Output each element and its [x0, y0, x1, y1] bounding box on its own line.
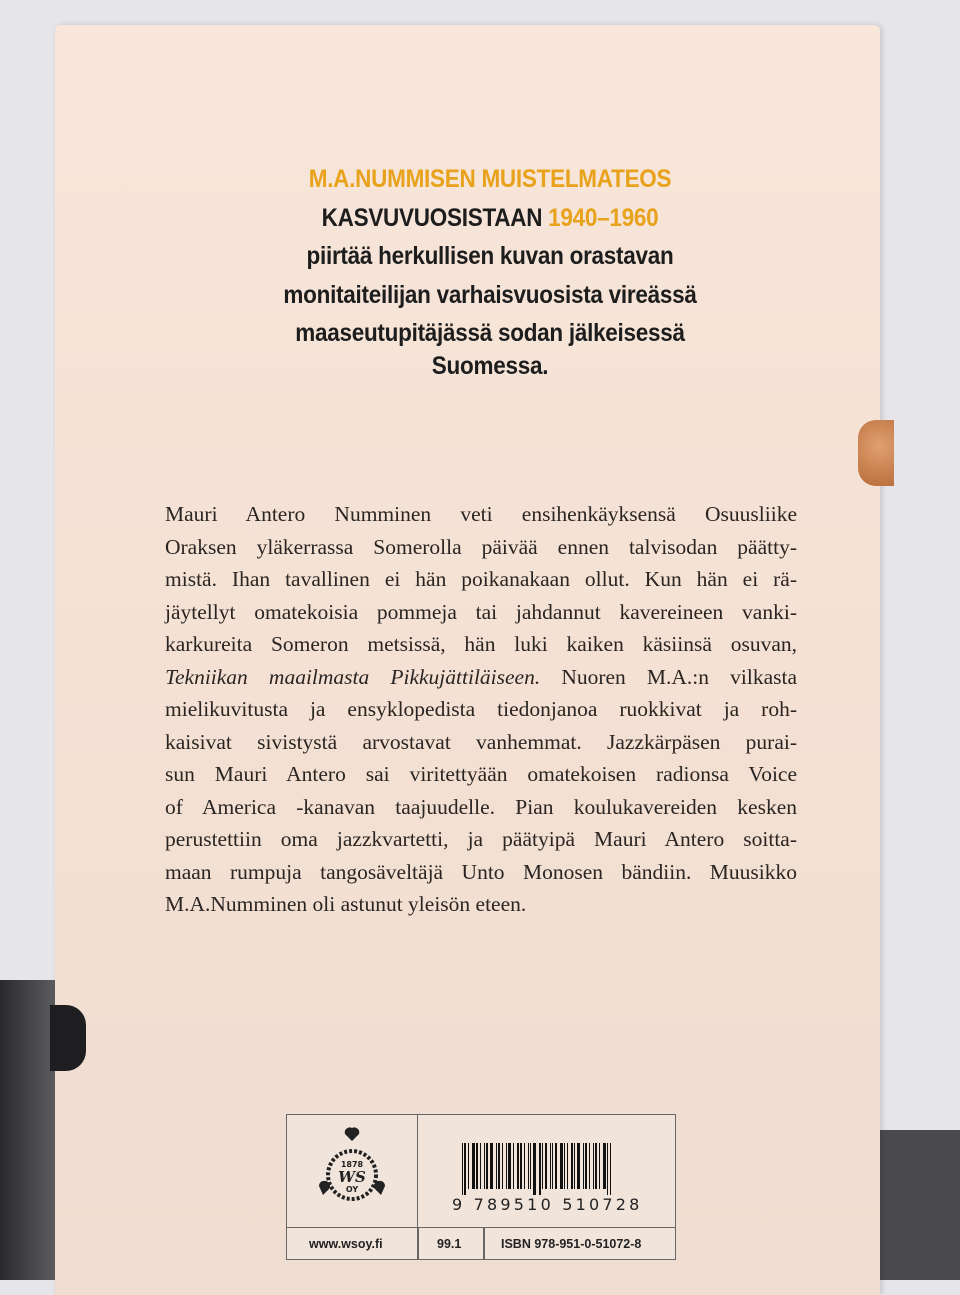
headline-line: maaseutupitäjässä sodan jälkeisessä: [295, 319, 685, 347]
website-link[interactable]: www.wsoy.fi: [309, 1237, 383, 1251]
headline-line: Suomessa.: [431, 351, 549, 380]
divider: [483, 1228, 485, 1260]
barcode-bar: [502, 1143, 503, 1189]
barcode-bar: [599, 1143, 600, 1189]
blurb-line: jäytellyt omatekoisia pommeja tai jahdannut kavereineen vanki-: [165, 599, 797, 624]
publisher-imprint-box: [286, 1114, 676, 1260]
barcode-bar: [530, 1143, 531, 1189]
barcode-bar: [574, 1143, 575, 1189]
class-code: 99.1: [437, 1237, 462, 1251]
svg-text:1878: 1878: [340, 1160, 364, 1169]
blurb-line: M.A.Numminen oli astunut yleisön eteen.: [165, 892, 527, 916]
wsoy-logo-icon: [287, 1115, 418, 1227]
barcode-bar: [486, 1143, 488, 1189]
headline: [229, 160, 751, 385]
headline-line: monitaiteilijan varhaisvuosista vireässä: [283, 280, 697, 309]
blurb-line: mistä. Ihan tavallinen ei hän poikanakaan ollut. Kun hän ei rä-: [165, 567, 797, 591]
barcode-bar: [560, 1143, 563, 1189]
barcode-bar: [583, 1143, 584, 1189]
barcode-bar: [539, 1143, 541, 1195]
book-title-italic: Tekniikan maailmasta Pikkujättiläiseen.: [165, 664, 541, 689]
blurb-text-rest: Nuoren M.A.:n vilkasta: [540, 664, 797, 689]
imprint-footer-row: [287, 1227, 675, 1260]
blurb-line: sun Mauri Antero sai viritettyään omatekoisen radionsa Voice: [165, 762, 797, 786]
barcode-bar: [552, 1143, 553, 1189]
slipcase-tab-right: [858, 420, 894, 486]
barcode-bar: [480, 1143, 481, 1189]
blurb-line: karkureita Someron metsissä, hän luki kaiken käsiinsä osuvan,: [165, 632, 797, 656]
desk-background: [880, 1130, 960, 1280]
barcode-bar: [550, 1143, 551, 1189]
headline-years: 1940–1960: [548, 203, 659, 232]
barcode-bar: [517, 1143, 519, 1189]
barcode-bar: [542, 1143, 543, 1189]
barcode-bar: [607, 1143, 608, 1195]
headline-line: piirtää herkullisen kuvan orastavan: [306, 242, 674, 270]
blurb-line: Oraksen yläkerrassa Somerolla päivää ennen talvisodan päätty-: [165, 534, 797, 559]
barcode-bar: [567, 1143, 568, 1189]
headline-line: M.A.NUMMISEN MUISTELMATEOS: [308, 165, 672, 193]
barcode-bar: [555, 1143, 557, 1189]
barcode-bar: [585, 1143, 587, 1189]
barcode-bar: [564, 1143, 565, 1189]
barcode-bar: [589, 1143, 590, 1189]
barcode-bar: [490, 1143, 493, 1189]
barcode-bar: [462, 1143, 463, 1195]
barcode-bar: [577, 1143, 580, 1189]
barcode-bar: [498, 1143, 500, 1189]
svg-text:OY: OY: [345, 1185, 359, 1194]
barcode-bar: [603, 1143, 606, 1189]
blurb-line: perustettiin oma jazzkvartetti, ja päätyipä Mauri Antero soitta-: [165, 827, 797, 851]
blurb-line: mielikuvitusta ja ensyklopedista tiedonjanoa ruokkivat ja roh-: [165, 697, 797, 721]
barcode-bar: [496, 1143, 497, 1189]
barcode-bar: [472, 1143, 475, 1189]
barcode-bar: [545, 1143, 547, 1189]
barcode-bar: [593, 1143, 594, 1189]
barcode-bar: [610, 1143, 611, 1195]
barcode-bar: [468, 1143, 469, 1189]
headline-text: KASVUVUOSISTAAN: [321, 203, 543, 232]
blurb-line: Mauri Antero Numminen veti ensihenkäyksensä Osuusliike: [165, 502, 797, 526]
blurb-line: kaisivat sivistystä arvostavat vanhemmat. Jazzkärpäsen purai-: [165, 729, 797, 754]
barcode-bar: [595, 1143, 597, 1189]
barcode-bar: [508, 1143, 511, 1189]
barcode-bar: [533, 1143, 536, 1195]
barcode-bar: [506, 1143, 507, 1189]
barcode-bar: [528, 1143, 529, 1189]
barcode-bar: [476, 1143, 478, 1189]
isbn-number: ISBN 978-951-0-51072-8: [501, 1237, 642, 1251]
barcode-bar: [513, 1143, 514, 1189]
isbn-barcode: [418, 1115, 675, 1227]
barcode-bar: [484, 1143, 485, 1189]
blurb-line: maan rumpuja tangosäveltäjä Unto Monosen bändiin. Muusikko: [165, 859, 797, 884]
barcode-bar: [520, 1143, 522, 1189]
barcode-bar: [464, 1143, 466, 1195]
svg-text:WS: WS: [338, 1168, 366, 1186]
headline-line: [229, 199, 751, 238]
divider: [417, 1228, 419, 1260]
blurb-text: [165, 498, 797, 921]
barcode-bars: [462, 1143, 632, 1199]
barcode-bar: [524, 1143, 525, 1189]
barcode-digits: 9 789510 510728: [452, 1195, 643, 1214]
barcode-bar: [571, 1143, 573, 1189]
blurb-line: of America -kanavan taajuudelle. Pian koulukavereiden kesken: [165, 794, 797, 819]
slipcase-tab-left: [50, 1005, 86, 1071]
blurb-line: [165, 661, 797, 694]
